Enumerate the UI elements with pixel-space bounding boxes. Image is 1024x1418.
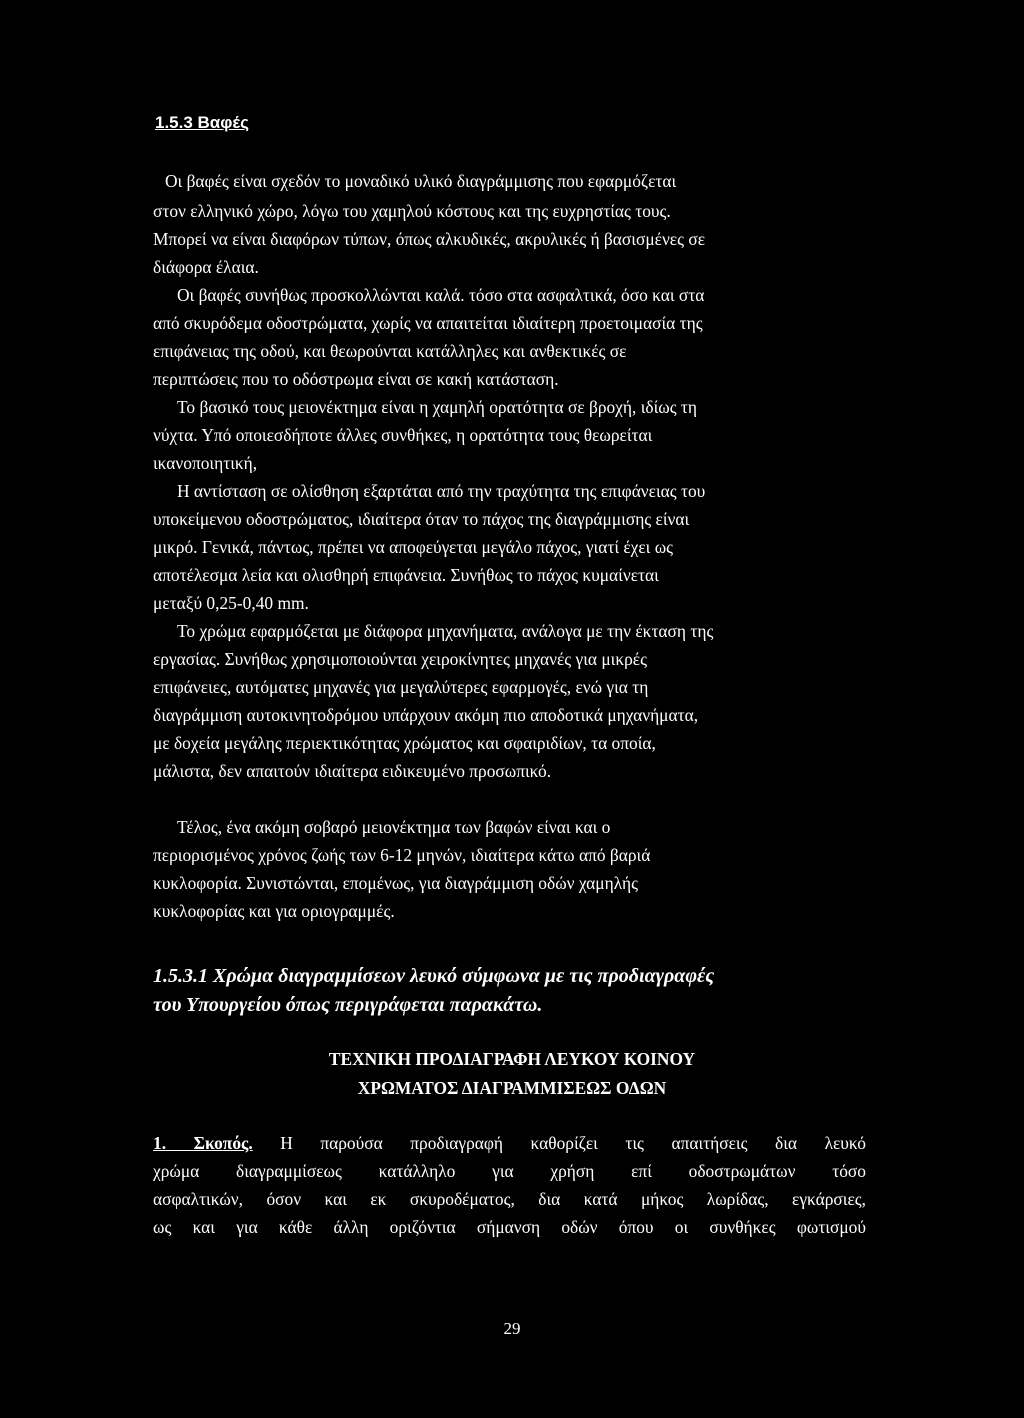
body-line: διαγράμμιση αυτοκινητοδρόμου υπάρχουν ακόμη πιο αποδοτικά μηχανήματα, — [153, 705, 699, 725]
body-line: υποκείμενου οδοστρώματος, ιδιαίτερα όταν το πάχος της διαγράμμισης είναι — [153, 509, 690, 529]
body-line: Το χρώμα εφαρμόζεται με διάφορα μηχανήματα, ανάλογα με την έκταση της — [177, 621, 714, 641]
body-line: ικανοποιητική, — [153, 453, 258, 473]
scope-line: ως και για κάθε άλλη οριζόντια σήμανση οδών όπου οι συνθήκες φωτισμού — [153, 1217, 866, 1237]
subsection-heading-cont: του Υπουργείου όπως περιγράφεται παρακάτω. — [153, 994, 543, 1016]
body-line: Τέλος, ένα ακόμη σοβαρό μειονέκτημα των βαφών είναι και ο — [177, 817, 611, 837]
body-line: μικρό. Γενικά, πάντως, πρέπει να αποφεύγεται μεγάλο πάχος, γιατί έχει ως — [153, 537, 674, 557]
scope-line: ασφαλτικών, όσον και εκ σκυροδέματος, δια κατά μήκος λωρίδας, εγκάρσιες, — [153, 1189, 866, 1209]
page-number: 29 — [503, 1319, 521, 1338]
body-line: στον ελληνικό χώρο, λόγω του χαμηλού κόστους και της ευχρηστίας τους. — [153, 201, 671, 221]
body-line: περιπτώσεις που το οδόστρωμα είναι σε κακή κατάσταση. — [153, 369, 559, 389]
scope-label: 1. Σκοπός. — [153, 1133, 253, 1153]
body-line: κυκλοφορίας και για οριογραμμές. — [153, 901, 395, 921]
body-line: μεταξύ 0,25-0,40 mm. — [153, 593, 309, 613]
body-line: Η αντίσταση σε ολίσθηση εξαρτάται από την τραχύτητα της επιφάνειας του — [177, 481, 706, 501]
body-line: επιφάνειες, αυτόματες μηχανές για μεγαλύτερες εφαρμογές, ενώ για τη — [153, 677, 649, 697]
body-line: Οι βαφές είναι σχεδόν το μοναδικό υλικό διαγράμμισης που εφαρμόζεται — [165, 171, 677, 191]
body-line: από σκυρόδεμα οδοστρώματα, χωρίς να απαιτείται ιδιαίτερη προετοιμασία της — [153, 313, 703, 333]
body-line: Μπορεί να είναι διαφόρων τύπων, όπως αλκυδικές, ακρυλικές ή βασισμένες σε — [153, 229, 706, 249]
body-line: επιφάνειας της οδού, και θεωρούνται κατάλληλες και ανθεκτικές σε — [153, 341, 627, 361]
body-line: κυκλοφορία. Συνιστώνται, επομένως, για διαγράμμιση οδών χαμηλής — [153, 873, 638, 893]
body-line: αποτέλεσμα λεία και ολισθηρή επιφάνεια. Συνήθως το πάχος κυμαίνεται — [153, 565, 659, 585]
subsection-heading: 1.5.3.1 Χρώμα διαγραμμίσεων λευκό σύμφωνα με τις προδιαγραφές — [153, 965, 715, 987]
scope-text: Η παρούσα προδιαγραφή καθορίζει τις απαιτήσεις δια λευκό — [252, 1133, 866, 1153]
body-line: Οι βαφές συνήθως προσκολλώνται καλά. τόσο στα ασφαλτικά, όσο και στα — [177, 285, 705, 305]
scope-paragraph-first-line — [153, 1132, 866, 1154]
body-line: διάφορα έλαια. — [153, 257, 259, 277]
body-line: εργασίας. Συνήθως χρησιμοποιούνται χειροκίνητες μηχανές για μικρές — [153, 649, 647, 669]
body-line: περιορισμένος χρόνος ζωής των 6-12 μηνών, ιδιαίτερα κάτω από βαριά — [153, 845, 651, 865]
scope-line: χρώμα διαγραμμίσεως κατάλληλο για χρήση επί οδοστρωμάτων τόσο — [153, 1161, 866, 1181]
spec-title: ΤΕΧΝΙΚΗ ΠΡΟΔΙΑΓΡΑΦΗ ΛΕΥΚΟΥ ΚΟΙΝΟΥ — [328, 1049, 696, 1069]
body-line: Το βασικό τους μειονέκτημα είναι η χαμηλή ορατότητα σε βροχή, ιδίως τη — [177, 397, 698, 417]
body-line: μάλιστα, δεν απαιτούν ιδιαίτερα ειδικευμένο προσωπικό. — [153, 761, 552, 781]
spec-title-cont: ΧΡΩΜΑΤΟΣ ΔΙΑΓΡΑΜΜΙΣΕΩΣ ΟΔΩΝ — [357, 1078, 667, 1098]
section-heading: 1.5.3 Βαφές — [155, 113, 249, 132]
body-line: με δοχεία μεγάλης περιεκτικότητας χρώματος και σφαιριδίων, τα οποία, — [153, 733, 656, 753]
body-line: νύχτα. Υπό οποιεσδήποτε άλλες συνθήκες, η ορατότητα τους θεωρείται — [153, 425, 653, 445]
